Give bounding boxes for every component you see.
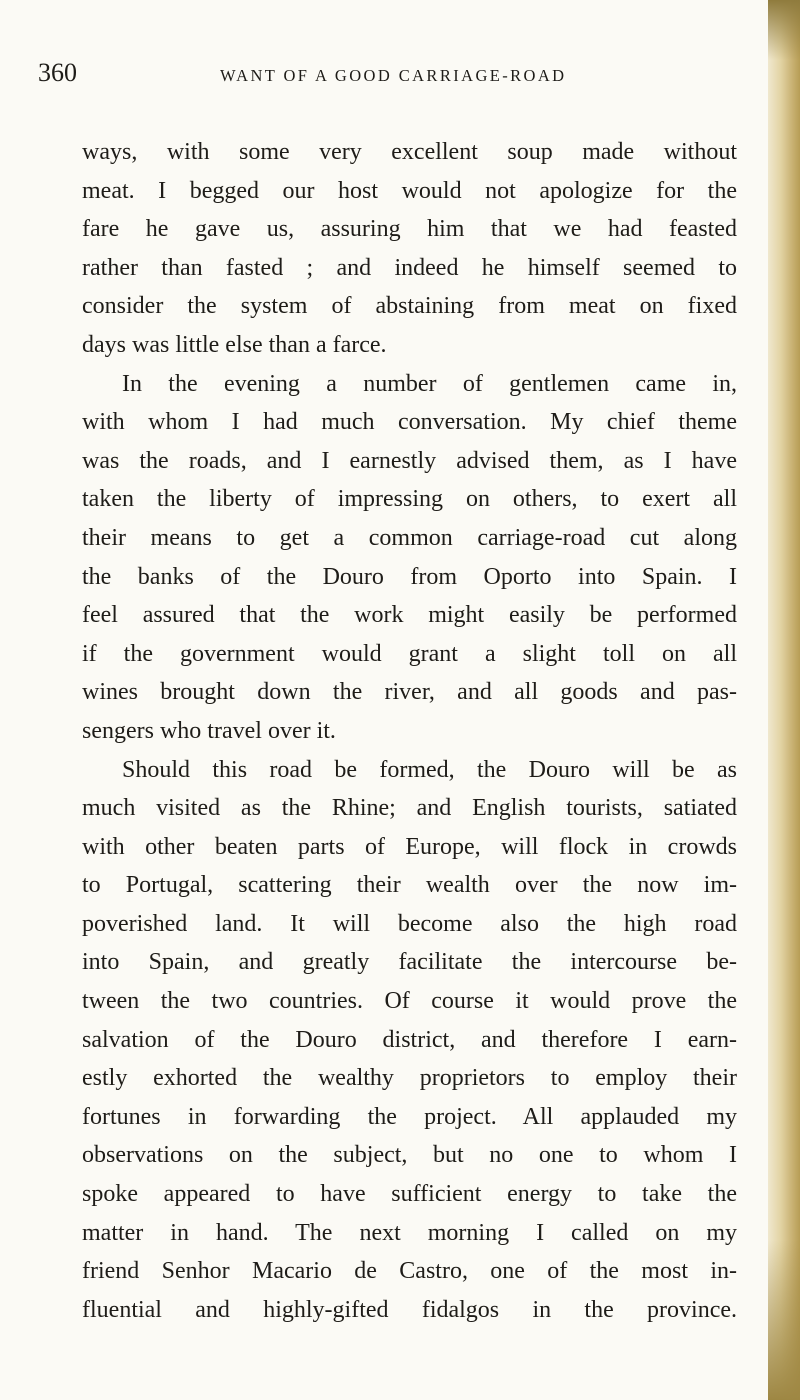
text-line: sengers who travel over it.: [82, 717, 336, 744]
text-line: with whom I had much conversation. My chief theme: [82, 409, 737, 436]
text-line: Should this road be formed, the Douro will be as: [122, 756, 737, 783]
text-line: days was little else than a farce.: [82, 331, 387, 358]
text-line: estly exhorted the wealthy proprietors to employ their: [82, 1065, 737, 1092]
page-edge-shading-top: [768, 0, 800, 60]
text-line: feel assured that the work might easily be performed: [82, 602, 737, 629]
text-line: spoke appeared to have sufficient energy to take the: [82, 1181, 737, 1208]
text-line: into Spain, and greatly facilitate the intercourse be-: [82, 949, 737, 976]
text-line: friend Senhor Macario de Castro, one of the most in-: [82, 1258, 737, 1285]
text-line: their means to get a common carriage-road cut along: [82, 524, 737, 551]
text-line: fare he gave us, assuring him that we had feasted: [82, 216, 737, 243]
text-line: observations on the subject, but no one to whom I: [82, 1142, 737, 1169]
text-line: wines brought down the river, and all goods and pas-: [82, 679, 737, 706]
page-number: 360: [38, 58, 77, 87]
page-edge-shading-bottom: [768, 1240, 800, 1400]
text-line: poverished land. It will become also the high road: [82, 910, 737, 937]
text-line: the banks of the Douro from Oporto into Spain. I: [82, 563, 737, 590]
text-line: tween the two countries. Of course it would prove the: [82, 988, 737, 1015]
text-line: much visited as the Rhine; and English tourists, satiated: [82, 795, 737, 822]
text-line: rather than fasted ; and indeed he himself seemed to: [82, 254, 737, 281]
text-line: taken the liberty of impressing on others, to exert all: [82, 486, 737, 513]
text-line: to Portugal, scattering their wealth over the now im-: [82, 872, 737, 899]
text-line: fortunes in forwarding the project. All applauded my: [82, 1103, 737, 1130]
text-line: if the government would grant a slight toll on all: [82, 640, 737, 667]
text-line: ways, with some very excellent soup made without: [82, 139, 737, 165]
text-line: meat. I begged our host would not apologize for the: [82, 177, 737, 204]
text-line: fluential and highly-gifted fidalgos in the province.: [82, 1296, 737, 1323]
text-line: matter in hand. The next morning I called on my: [82, 1219, 737, 1246]
text-line: was the roads, and I earnestly advised them, as I have: [82, 447, 737, 474]
text-line: salvation of the Douro district, and therefore I earn-: [82, 1026, 737, 1053]
body-text: [82, 133, 737, 1329]
text-line: In the evening a number of gentlemen came in,: [122, 370, 737, 397]
running-head: WANT OF A GOOD CARRIAGE-ROAD: [220, 66, 567, 85]
text-line: with other beaten parts of Europe, will flock in crowds: [82, 833, 737, 860]
text-line: consider the system of abstaining from meat on fixed: [82, 293, 737, 320]
page-edge-shading: [768, 0, 800, 1400]
